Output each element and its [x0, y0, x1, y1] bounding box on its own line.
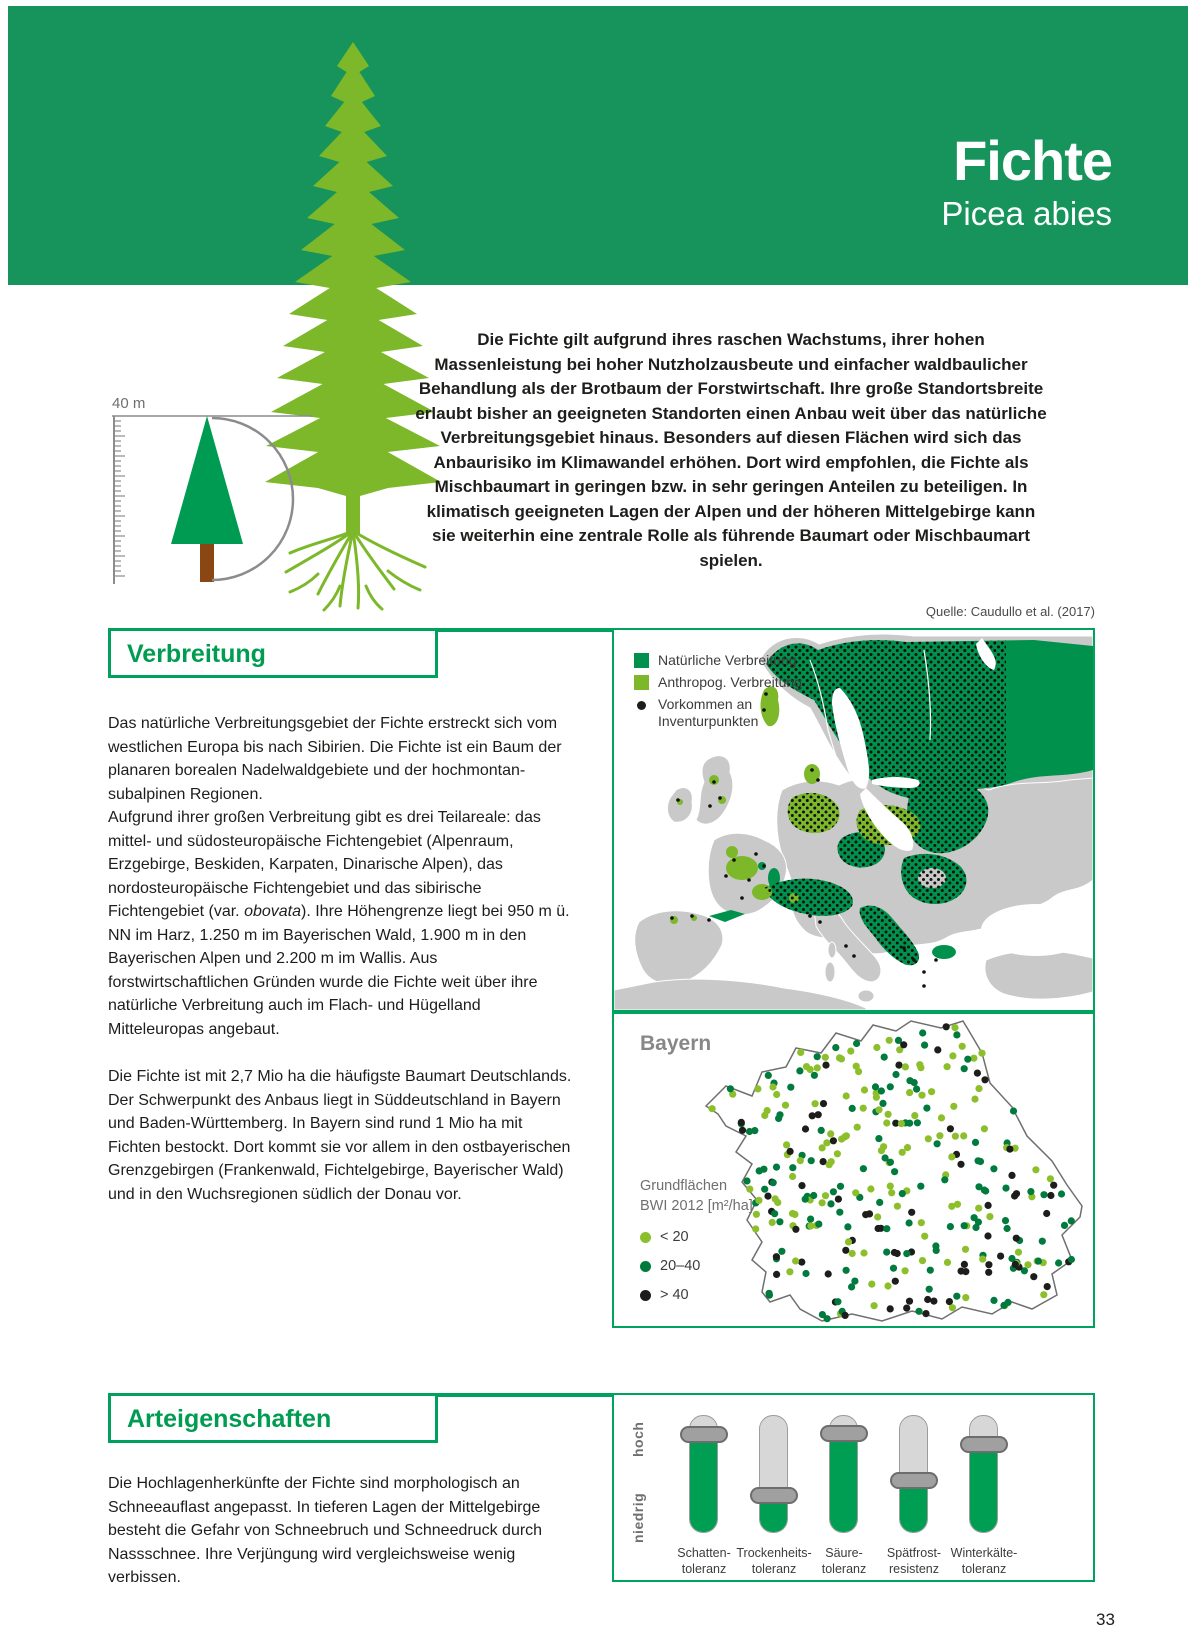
legend-row-natural [634, 652, 802, 669]
slider-fill [830, 1435, 857, 1532]
slider-knob [680, 1426, 728, 1443]
slider-knob [820, 1425, 868, 1442]
natural-range-swatch [634, 653, 649, 668]
verbreitung-paragraph-2 [108, 806, 578, 1041]
slider-track [969, 1415, 998, 1533]
page-number: 33 [1096, 1610, 1115, 1629]
slider-trockenheitstoleranz [736, 1395, 812, 1580]
tree-icon-crown [171, 416, 243, 544]
lt20-label: < 20 [660, 1229, 689, 1245]
legend-item-20-40 [640, 1258, 753, 1274]
slider-label-line1: Winterkälte- [950, 1546, 1018, 1560]
arteigenschaften-paragraph: Die Hochlagenherkünfte der Fichte sind morphologisch an Schneeauflast angepasst. In tieferen Lagen der Mittelgebirge besteht die Gefahr von Schneebruch und Schneedruck durch Nassschnee. Ihre Verjüngung wird vergleichsweise wenig verbissen. [108, 1475, 543, 1586]
legend-item-lt20 [640, 1229, 753, 1245]
title-block [941, 129, 1112, 234]
occurrence-label-line2: Inventurpunkten [658, 713, 759, 729]
lt20-dot-icon [640, 1232, 651, 1243]
slider-track [759, 1415, 788, 1533]
gt40-label: > 40 [660, 1287, 689, 1303]
bayern-legend-title-line1: Grundflächen [640, 1178, 728, 1194]
europe-map-legend [634, 652, 802, 735]
anthropogenic-range-swatch [634, 675, 649, 690]
map-source-caption: Quelle: Caudullo et al. (2017) [925, 604, 1095, 619]
slider-label [939, 1545, 1029, 1577]
slider-label-line2: toleranz [961, 1562, 1007, 1576]
bayern-legend-title-line2: BWI 2012 [m²/ha] [640, 1198, 753, 1214]
page-title: Fichte [953, 129, 1112, 192]
slider-fill [690, 1436, 717, 1532]
slider-label-line2: toleranz [681, 1562, 727, 1576]
slider-knob [750, 1487, 798, 1504]
slider-label-line1: Trockenheits- [736, 1546, 812, 1560]
arteigenschaften-text-column [108, 1472, 578, 1590]
slider-schattentoleranz [678, 1395, 730, 1580]
tree-height-scale-figure [100, 392, 335, 597]
slider-label-line2: resistenz [888, 1562, 940, 1576]
page-subtitle: Picea abies [941, 195, 1112, 232]
tolerance-chart-panel [612, 1393, 1095, 1582]
slider-label-line2: toleranz [751, 1562, 797, 1576]
slider-winterkaeltetoleranz [950, 1395, 1018, 1580]
slider-knob [890, 1472, 938, 1489]
legend-row-anthropogenic [634, 674, 802, 691]
section-header-arteigenschaften [108, 1393, 438, 1443]
slider-label-line1: Schatten- [677, 1546, 731, 1560]
verbreitung-paragraph-3: Die Fichte ist mit 2,7 Mio ha die häufigste Baumart Deutschlands. Der Schwerpunkt des Anbaus liegt in Süddeutschland in Bayern und Baden-Württemberg. In Bayern sind rund 1 Mio ha mit Fichten bestockt. Dort kommt sie vor allem in den ostbayerischen Grenzgebirgen (Frankenwald, Fichtelgebirge, Bayerischer Wald) und in den Wuchsregionen südlich der Donau vor. [108, 1068, 572, 1203]
europe-distribution-map-panel [612, 628, 1095, 1012]
slider-label-line1: Spätfrost- [886, 1546, 942, 1560]
verbreitung-paragraph-1: Das natürliche Verbreitungsgebiet der Fichte erstreckt sich vom westlichen Europa bis nach Sibirien. Die Fichte ist ein Baum der planaren borealen Nadelwaldgebiete und der hochmontan-subalpinen Regionen. [108, 715, 562, 803]
variety-name-italic: obovata [244, 903, 302, 920]
anthropogenic-range-label: Anthropog. Verbreitung [658, 674, 802, 690]
gt40-dot-icon [640, 1290, 651, 1301]
axis-label-high: hoch [630, 1421, 646, 1457]
verbreitung-paragraph-2-text: Aufgrund ihrer großen Verbreitung gibt es drei Teilareale: das mittel- und südosteuropäische Fichtengebiet (Alpenraum, Erzgebirge, Beskiden, Karpaten, Dinarische Alpen), das nordosteuropäische Fichtengebiet und das sibirische Fichtengebiet (var. [108, 809, 541, 920]
section-header-verbreitung [108, 628, 438, 678]
bayern-map-panel [612, 1012, 1095, 1328]
height-label: 40 m [112, 395, 146, 412]
legend-row-occurrence [634, 696, 802, 730]
slider-saeuretoleranz [818, 1395, 870, 1580]
ruler-ticks [114, 421, 125, 576]
slider-label-line2: toleranz [821, 1562, 867, 1576]
inventory-dot-icon [637, 701, 646, 710]
section-title-verbreitung: Verbreitung [127, 640, 266, 668]
slider-spaetfrostresistenz [888, 1395, 940, 1580]
20-40-label: 20–40 [660, 1258, 701, 1274]
bayern-map-legend [640, 1176, 753, 1303]
20-40-dot-icon [640, 1261, 651, 1272]
tree-icon-trunk [200, 544, 214, 582]
slider-knob [960, 1436, 1008, 1453]
slider-label-line1: Säure- [825, 1546, 863, 1560]
occurrence-label [658, 696, 758, 730]
legend-item-gt40 [640, 1287, 753, 1303]
axis-label-low: niedrig [630, 1492, 646, 1543]
section-title-arteigenschaften: Arteigenschaften [127, 1405, 332, 1433]
slider-fill [970, 1445, 997, 1532]
natural-range-label: Natürliche Verbreitung [658, 652, 797, 668]
bayern-map-title: Bayern [640, 1032, 712, 1055]
verbreitung-paragraph-2-rest: ). Ihre Höhengrenze liegt bei 950 m ü. NN im Harz, 1.250 m im Bayerischen Wald, 1.900 m in den Bayerischen Alpen und 2.200 m im Wallis. Aus forstwirtschaftlichen Gründen wurde die Fichte weit über ihre natürliche Verbreitung auch im Flach- und Hügelland Mitteleuropas angebaut. [108, 903, 570, 1038]
intro-paragraph: Die Fichte gilt aufgrund ihres raschen Wachstums, ihrer hohen Massenleistung bei hoher Nutzholzausbeute und einfacher waldbaulicher Behandlung als der Brotbaum der Forstwirtschaft. Ihre große Standortsbreite erlaubt bisher an geeigneten Standorten einen Anbau weit über das natürliche Verbreitungsgebiet hinaus. Besonders auf diesen Flächen wird sich das Anbaurisiko im Klimawandel erhöhen. Dort wird empfohlen, die Fichte als Mischbaumart in geringen bzw. in sehr geringen Anteilen zu beteiligen. In klimatisch geeigneten Lagen der Alpen und der höheren Mittelgebirge kann sie weiterhin eine zentrale Rolle als führende Baumart oder Mischbaumart spielen. [415, 330, 1047, 570]
occurrence-label-line1: Vorkommen an [658, 696, 753, 712]
verbreitung-text-column [108, 712, 578, 1206]
